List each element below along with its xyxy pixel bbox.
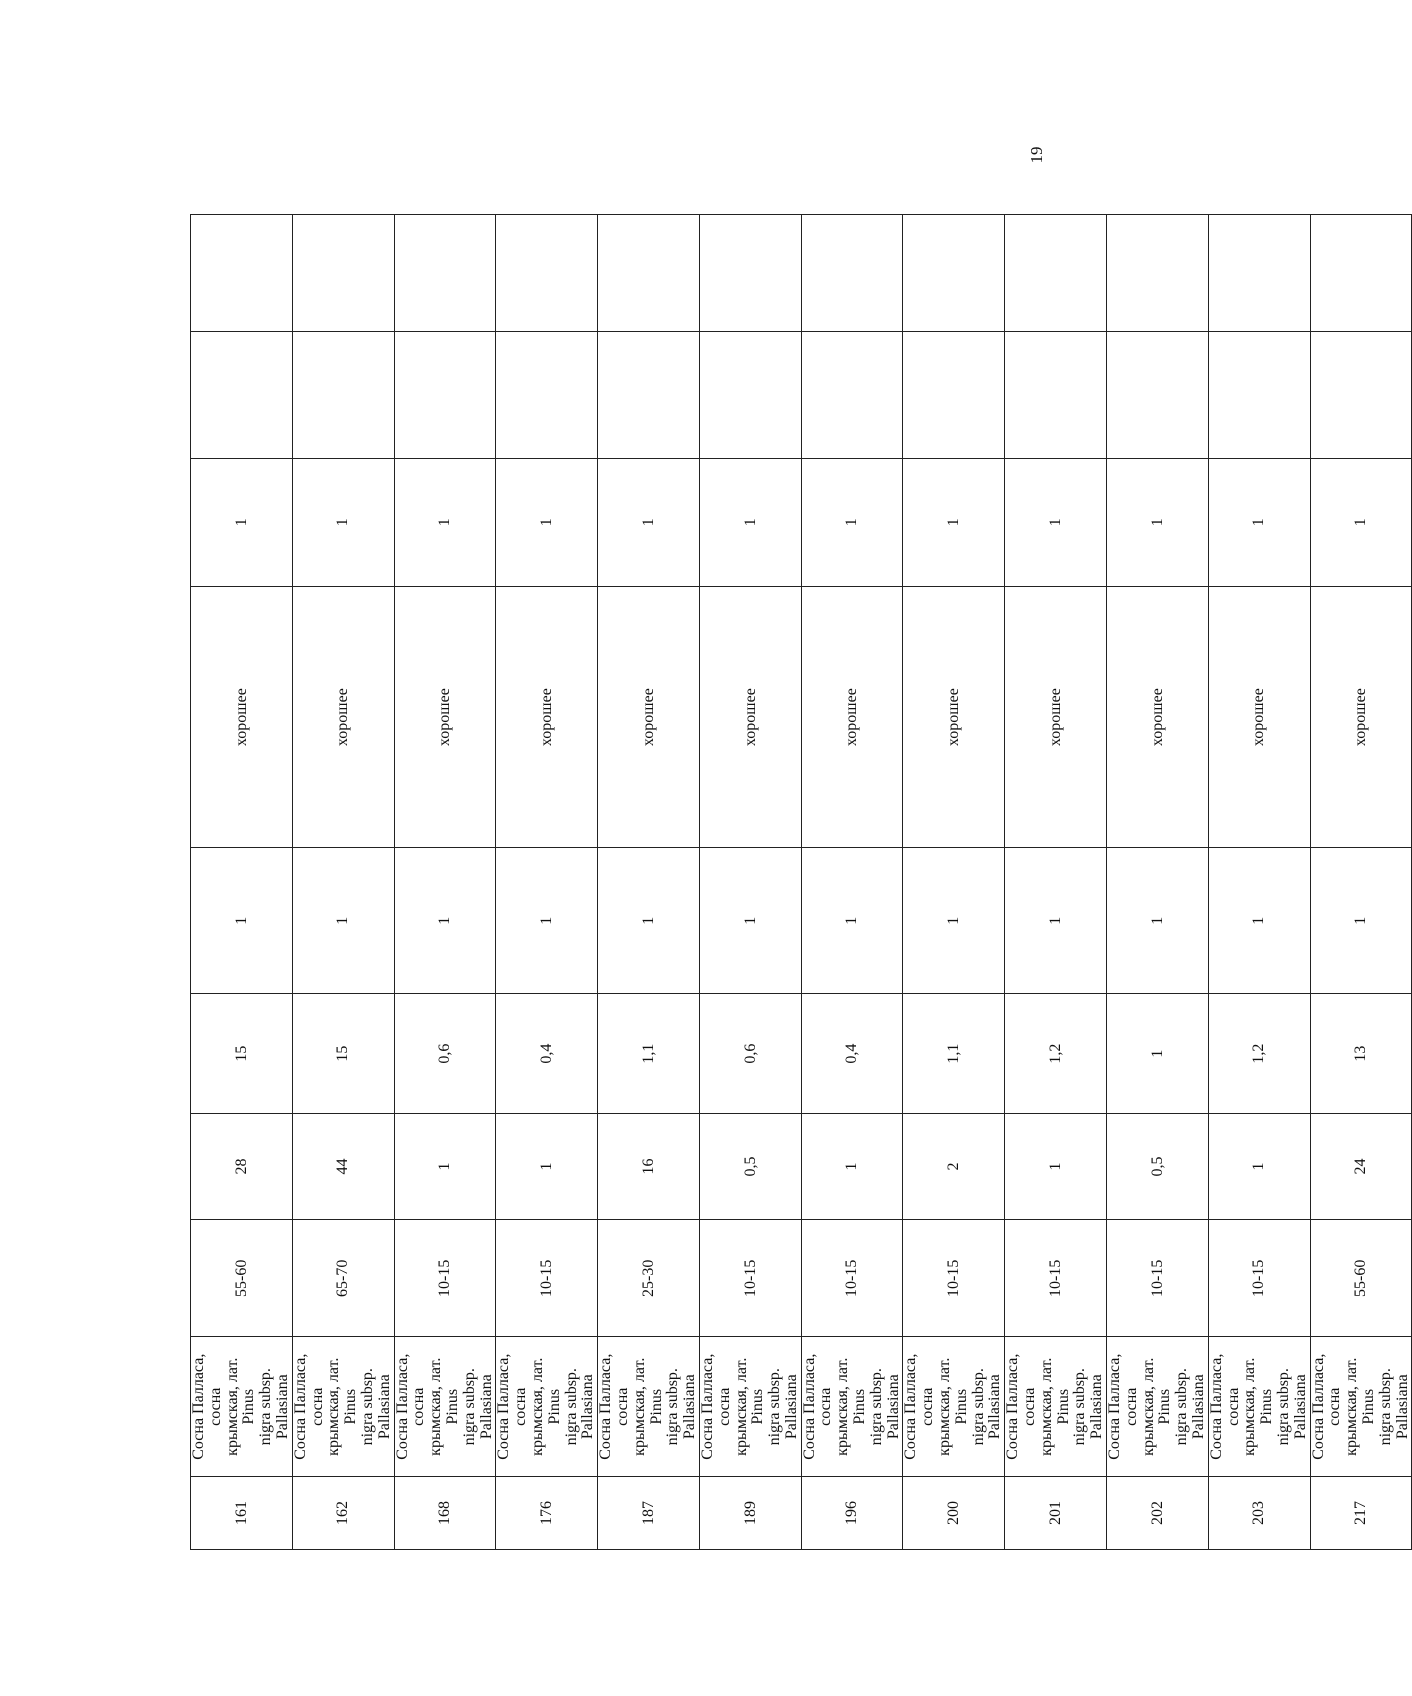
height-cell: 24 (1310, 1113, 1412, 1219)
species-line: nigra subsp. Pallasiana (1376, 1368, 1411, 1446)
age-cell: 10-15 (699, 1220, 801, 1337)
tree-number-cell: 189 (699, 1476, 801, 1549)
diameter-cell: 15 (191, 994, 293, 1114)
empty-cell (394, 215, 496, 332)
species-line: Сосна Палласа, сосна (190, 1353, 224, 1460)
tree-number-cell: 168 (394, 1476, 496, 1549)
count-cell: 1 (292, 458, 394, 586)
stems-cell: 1 (292, 848, 394, 994)
species-cell (699, 1337, 801, 1476)
species-line: крымская, лат. Pinus (223, 1357, 258, 1456)
age-cell: 65-70 (292, 1220, 394, 1337)
stems-cell: 1 (1005, 848, 1107, 994)
species-cell (191, 1337, 293, 1476)
empty-cell (1208, 215, 1310, 332)
species-line: nigra subsp. Pallasiana (867, 1368, 902, 1446)
condition-cell: хорошее (699, 587, 801, 848)
species-line: nigra subsp. Pallasiana (1275, 1368, 1309, 1446)
species-cell (496, 1337, 598, 1476)
empty-cell (191, 215, 293, 332)
species-cell (1208, 1337, 1310, 1476)
stems-cell: 1 (699, 848, 801, 994)
page-number: 19 (1027, 146, 1046, 164)
species-line: nigra subsp. Pallasiana (766, 1368, 800, 1446)
condition-cell: хорошее (903, 587, 1005, 848)
count-cell: 1 (1107, 458, 1209, 586)
tree-number-cell: 201 (1005, 1476, 1107, 1549)
species-line: Сосна Палласа, сосна (1004, 1353, 1039, 1460)
species-line: Сосна Палласа, сосна (698, 1353, 733, 1460)
species-line: nigra subsp. Pallasiana (664, 1368, 699, 1446)
species-line: Сосна Палласа, сосна (291, 1353, 326, 1460)
height-cell: 0,5 (1107, 1113, 1209, 1219)
species-line: Сосна Палласа, сосна (800, 1353, 835, 1460)
empty-cell (1005, 332, 1107, 458)
tree-inventory-table (190, 214, 1412, 1550)
height-cell: 1 (1208, 1113, 1310, 1219)
species-cell (801, 1337, 903, 1476)
tree-number-cell: 162 (292, 1476, 394, 1549)
height-cell: 0,5 (699, 1113, 801, 1219)
condition-cell: хорошее (496, 587, 598, 848)
species-line: Сосна Палласа, сосна (1207, 1353, 1242, 1460)
species-line: nigra subsp. Pallasiana (1071, 1368, 1106, 1446)
table-row (801, 215, 903, 1550)
age-cell: 25-30 (598, 1220, 700, 1337)
empty-cell (1005, 215, 1107, 332)
stems-cell: 1 (191, 848, 293, 994)
tree-number-cell: 176 (496, 1476, 598, 1549)
diameter-cell: 0,6 (394, 994, 496, 1114)
count-cell: 1 (598, 458, 700, 586)
table-row (191, 215, 293, 1550)
species-cell (903, 1337, 1005, 1476)
count-cell: 1 (496, 458, 598, 586)
species-line: крымская, лат. Pinus (1139, 1357, 1174, 1456)
diameter-cell: 0,4 (496, 994, 598, 1114)
species-line: крымская, лат. Pinus (1037, 1357, 1072, 1456)
species-cell (598, 1337, 700, 1476)
tree-number-cell: 161 (191, 1476, 293, 1549)
empty-cell (598, 215, 700, 332)
table-body (191, 215, 1412, 1550)
count-cell: 1 (191, 458, 293, 586)
count-cell: 1 (1208, 458, 1310, 586)
count-cell: 1 (903, 458, 1005, 586)
condition-cell: хорошее (1310, 587, 1412, 848)
species-cell (394, 1337, 496, 1476)
height-cell: 16 (598, 1113, 700, 1219)
empty-cell (1107, 332, 1209, 458)
empty-cell (1310, 215, 1412, 332)
age-cell: 10-15 (801, 1220, 903, 1337)
table-row (394, 215, 496, 1550)
species-line: nigra subsp. Pallasiana (460, 1368, 495, 1446)
tree-number-cell: 217 (1310, 1476, 1412, 1549)
table-row (292, 215, 394, 1550)
count-cell: 1 (1005, 458, 1107, 586)
age-cell: 10-15 (903, 1220, 1005, 1337)
empty-cell (1107, 215, 1209, 332)
count-cell: 1 (699, 458, 801, 586)
empty-cell (191, 332, 293, 458)
species-line: nigra subsp. Pallasiana (1173, 1368, 1208, 1446)
tree-number-cell: 202 (1107, 1476, 1209, 1549)
stems-cell: 1 (903, 848, 1005, 994)
species-line: крымская, лат. Pinus (834, 1357, 869, 1456)
stems-cell: 1 (1107, 848, 1209, 994)
species-line: крымская, лат. Pinus (1241, 1357, 1276, 1456)
age-cell: 55-60 (191, 1220, 293, 1337)
height-cell: 28 (191, 1113, 293, 1219)
tree-number-cell: 203 (1208, 1476, 1310, 1549)
empty-cell (1208, 332, 1310, 458)
stems-cell: 1 (801, 848, 903, 994)
stems-cell: 1 (1208, 848, 1310, 994)
diameter-cell: 1,1 (903, 994, 1005, 1114)
species-line: Сосна Палласа, сосна (1106, 1353, 1140, 1460)
empty-cell (699, 332, 801, 458)
height-cell: 1 (801, 1113, 903, 1219)
height-cell: 1 (1005, 1113, 1107, 1219)
species-cell (1107, 1337, 1209, 1476)
species-cell (1005, 1337, 1107, 1476)
species-line: крымская, лат. Pinus (325, 1357, 360, 1456)
table-row (598, 215, 700, 1550)
table-row (1310, 215, 1412, 1550)
species-line: nigra subsp. Pallasiana (969, 1368, 1004, 1446)
diameter-cell: 0,4 (801, 994, 903, 1114)
species-line: Сосна Палласа, сосна (1309, 1353, 1344, 1460)
table-row (496, 215, 598, 1550)
diameter-cell: 1 (1107, 994, 1209, 1114)
diameter-cell: 1,1 (598, 994, 700, 1114)
tree-number-cell: 196 (801, 1476, 903, 1549)
species-line: Сосна Палласа, сосна (393, 1353, 428, 1460)
diameter-cell: 13 (1310, 994, 1412, 1114)
species-cell (1310, 1337, 1412, 1476)
species-line: Сосна Палласа, сосна (495, 1353, 530, 1460)
age-cell: 55-60 (1310, 1220, 1412, 1337)
species-line: nigra subsp. Pallasiana (562, 1368, 597, 1446)
species-line: крымская, лат. Pinus (1343, 1357, 1377, 1456)
count-cell: 1 (1310, 458, 1412, 586)
condition-cell: хорошее (191, 587, 293, 848)
age-cell: 10-15 (1107, 1220, 1209, 1337)
count-cell: 1 (801, 458, 903, 586)
species-line: крымская, лат. Pinus (936, 1357, 970, 1456)
condition-cell: хорошее (598, 587, 700, 848)
stems-cell: 1 (394, 848, 496, 994)
empty-cell (496, 332, 598, 458)
empty-cell (1310, 332, 1412, 458)
empty-cell (394, 332, 496, 458)
empty-cell (292, 215, 394, 332)
diameter-cell: 1,2 (1208, 994, 1310, 1114)
table-row (699, 215, 801, 1550)
age-cell: 10-15 (496, 1220, 598, 1337)
condition-cell: хорошее (1005, 587, 1107, 848)
table-row (1208, 215, 1310, 1550)
species-line: nigra subsp. Pallasiana (358, 1368, 393, 1446)
species-line: крымская, лат. Pinus (427, 1357, 461, 1456)
species-line: nigra subsp. Pallasiana (257, 1368, 291, 1446)
species-line: Сосна Палласа, сосна (902, 1353, 937, 1460)
empty-cell (801, 332, 903, 458)
condition-cell: хорошее (394, 587, 496, 848)
tree-number-cell: 200 (903, 1476, 1005, 1549)
stems-cell: 1 (496, 848, 598, 994)
empty-cell (496, 215, 598, 332)
empty-cell (903, 332, 1005, 458)
height-cell: 2 (903, 1113, 1005, 1219)
empty-cell (801, 215, 903, 332)
condition-cell: хорошее (292, 587, 394, 848)
tree-number-cell: 187 (598, 1476, 700, 1549)
empty-cell (903, 215, 1005, 332)
height-cell: 1 (496, 1113, 598, 1219)
height-cell: 44 (292, 1113, 394, 1219)
empty-cell (292, 332, 394, 458)
stems-cell: 1 (1310, 848, 1412, 994)
table-row (1005, 215, 1107, 1550)
diameter-cell: 0,6 (699, 994, 801, 1114)
species-line: Сосна Палласа, сосна (597, 1353, 631, 1460)
condition-cell: хорошее (801, 587, 903, 848)
table-row (903, 215, 1005, 1550)
species-line: крымская, лат. Pinus (732, 1357, 767, 1456)
stems-cell: 1 (598, 848, 700, 994)
species-line: крымская, лат. Pinus (630, 1357, 665, 1456)
condition-cell: хорошее (1208, 587, 1310, 848)
age-cell: 10-15 (1005, 1220, 1107, 1337)
diameter-cell: 1,2 (1005, 994, 1107, 1114)
tree-inventory-table-frame (190, 214, 1411, 1550)
height-cell: 1 (394, 1113, 496, 1219)
age-cell: 10-15 (394, 1220, 496, 1337)
diameter-cell: 15 (292, 994, 394, 1114)
species-line: крымская, лат. Pinus (528, 1357, 563, 1456)
age-cell: 10-15 (1208, 1220, 1310, 1337)
count-cell: 1 (394, 458, 496, 586)
empty-cell (699, 215, 801, 332)
table-row (1107, 215, 1209, 1550)
condition-cell: хорошее (1107, 587, 1209, 848)
empty-cell (598, 332, 700, 458)
species-cell (292, 1337, 394, 1476)
